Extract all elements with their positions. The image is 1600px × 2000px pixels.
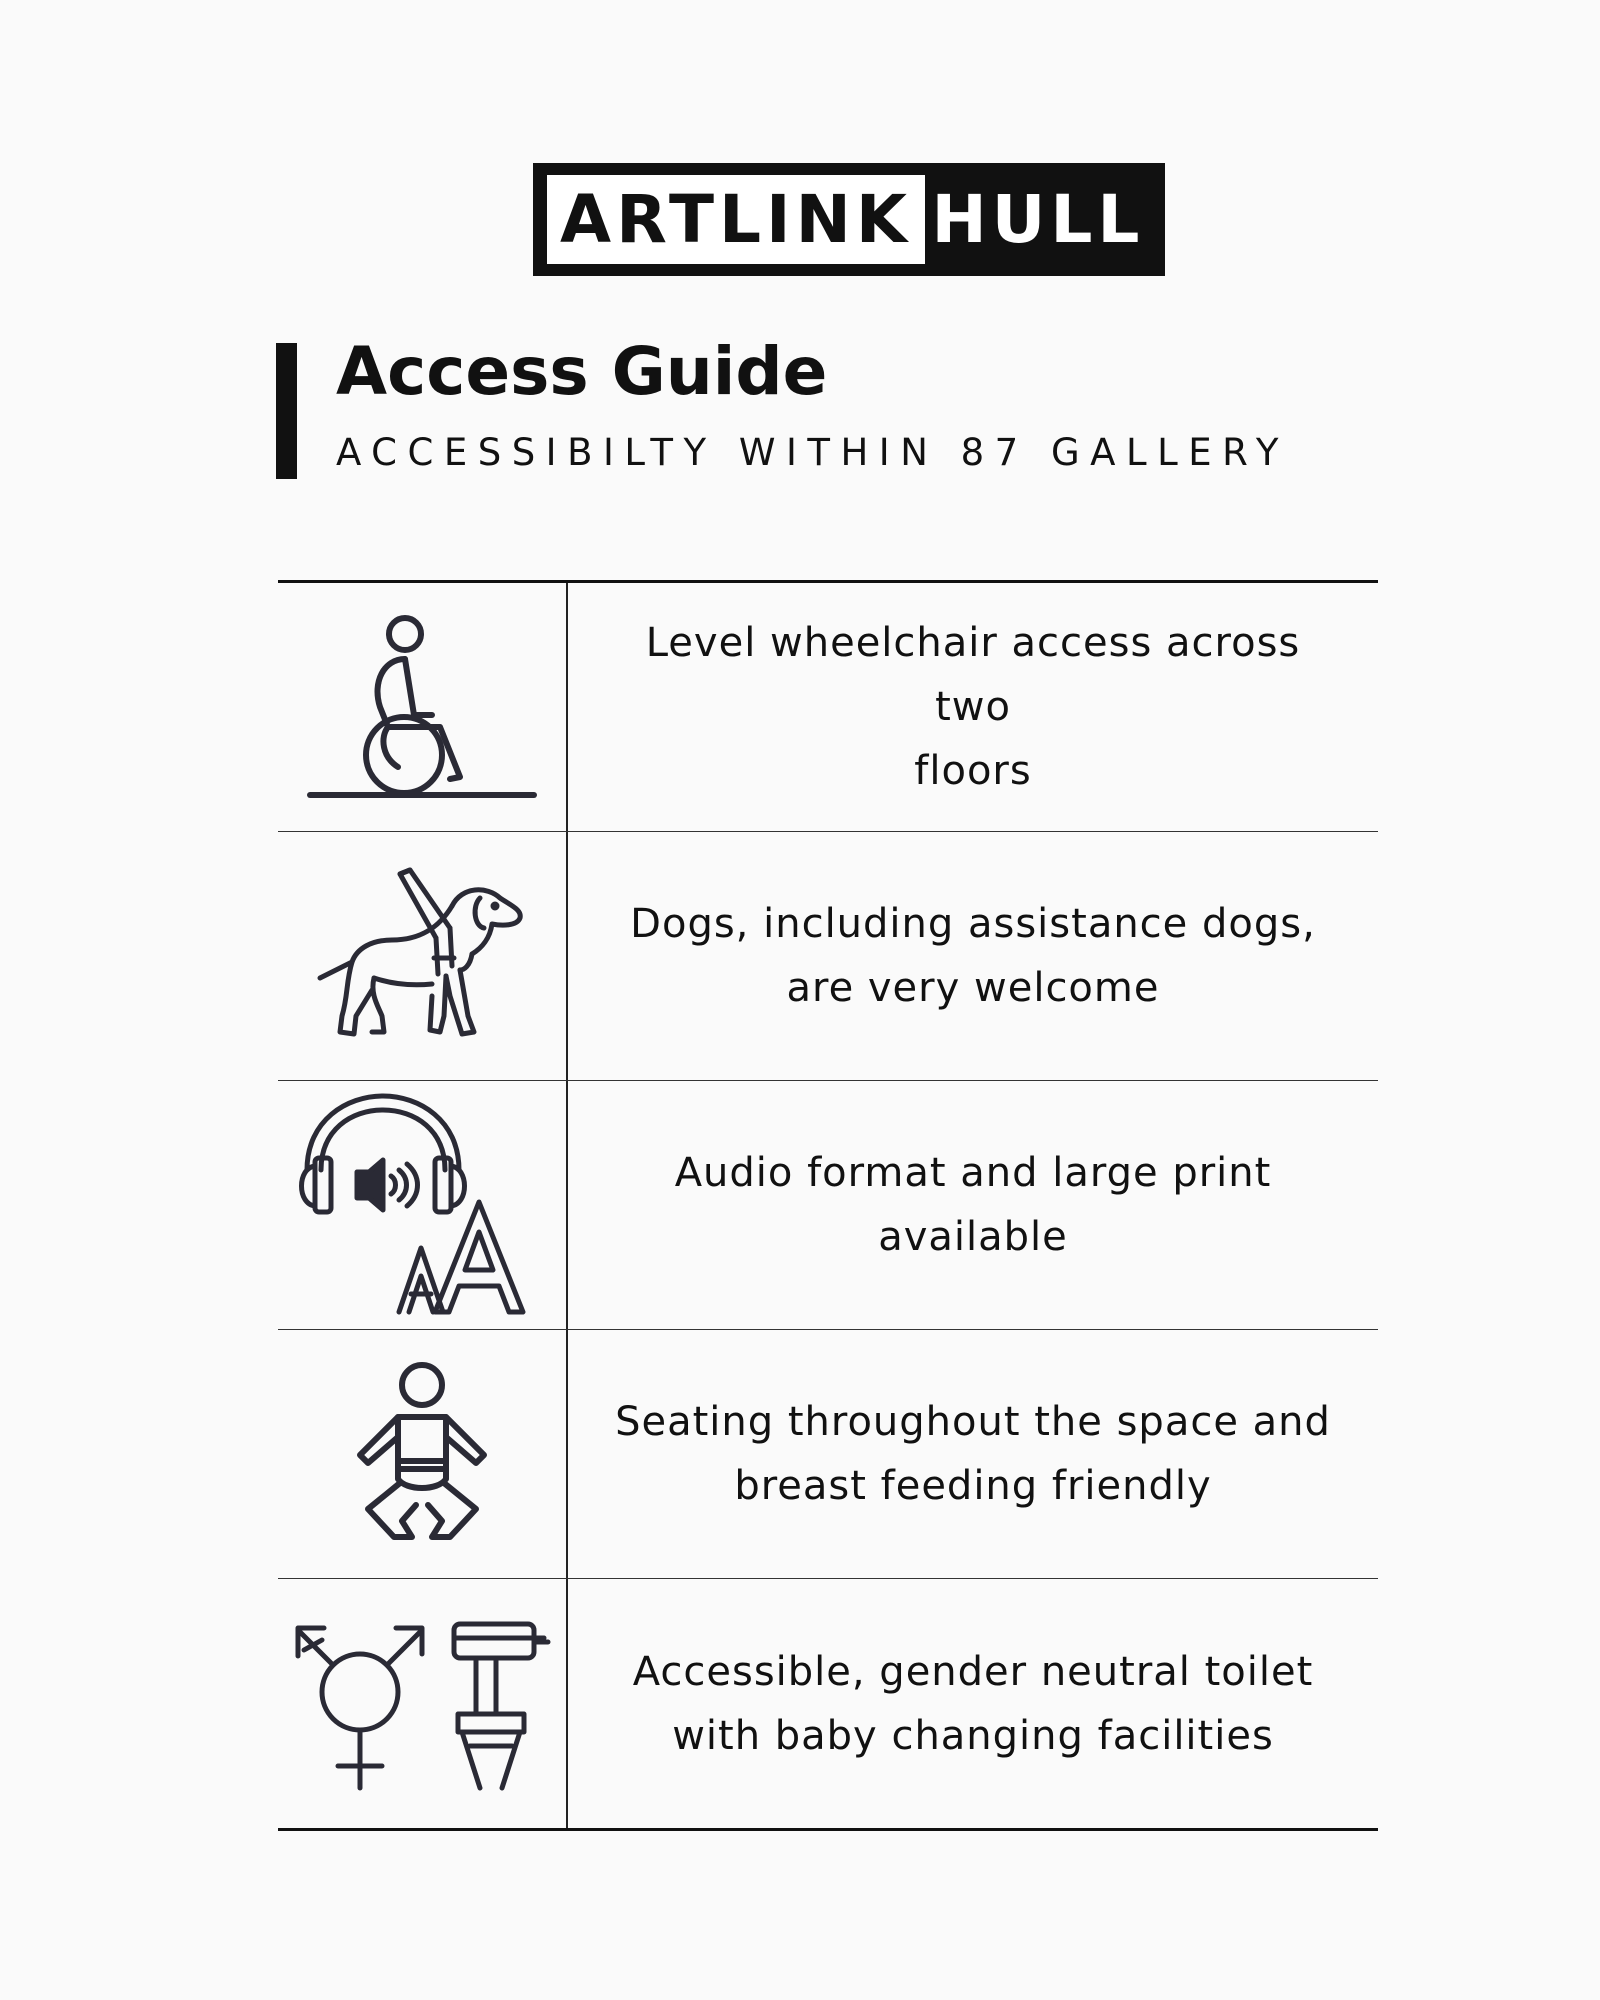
icon-cell: [278, 1330, 568, 1578]
text-cell: [568, 1330, 1378, 1578]
text-cell: [568, 1081, 1378, 1329]
audio-large-print-icon: [287, 1090, 557, 1320]
gender-neutral-toilet-icon: [292, 1614, 552, 1794]
logo-right-text: HULL: [931, 180, 1145, 258]
table-row: [278, 832, 1378, 1081]
wheelchair-icon: [302, 607, 542, 807]
table-row: [278, 583, 1378, 832]
text-cell: [568, 832, 1378, 1080]
icon-cell: [278, 1579, 568, 1828]
feature-text: Level wheelchair access across two floors: [645, 620, 1301, 794]
icon-cell: [278, 832, 568, 1080]
feature-text: Audio format and large print available: [674, 1150, 1272, 1260]
baby-icon: [342, 1359, 502, 1549]
feature-text: Seating throughout the space and breast feeding friendly: [615, 1399, 1331, 1509]
table-row: [278, 1579, 1378, 1828]
artlink-hull-logo: [533, 163, 1165, 276]
icon-cell: [278, 583, 568, 831]
icon-cell: [278, 1081, 568, 1329]
table-row: [278, 1081, 1378, 1330]
heading-accent-bar: [276, 343, 297, 479]
table-row: [278, 1330, 1378, 1579]
access-features-table: [278, 580, 1378, 1831]
feature-text: Dogs, including assistance dogs, are very welcome: [630, 901, 1316, 1011]
page-title: Access Guide: [336, 333, 828, 410]
text-cell: [568, 583, 1378, 831]
feature-text: Accessible, gender neutral toilet with baby changing facilities: [632, 1648, 1314, 1759]
guide-dog-icon: [312, 866, 532, 1046]
text-cell: [568, 1579, 1378, 1828]
logo-left-text: ARTLINK: [547, 175, 925, 264]
page-subtitle: ACCESSIBILTY WITHIN 87 GALLERY: [336, 431, 1290, 474]
